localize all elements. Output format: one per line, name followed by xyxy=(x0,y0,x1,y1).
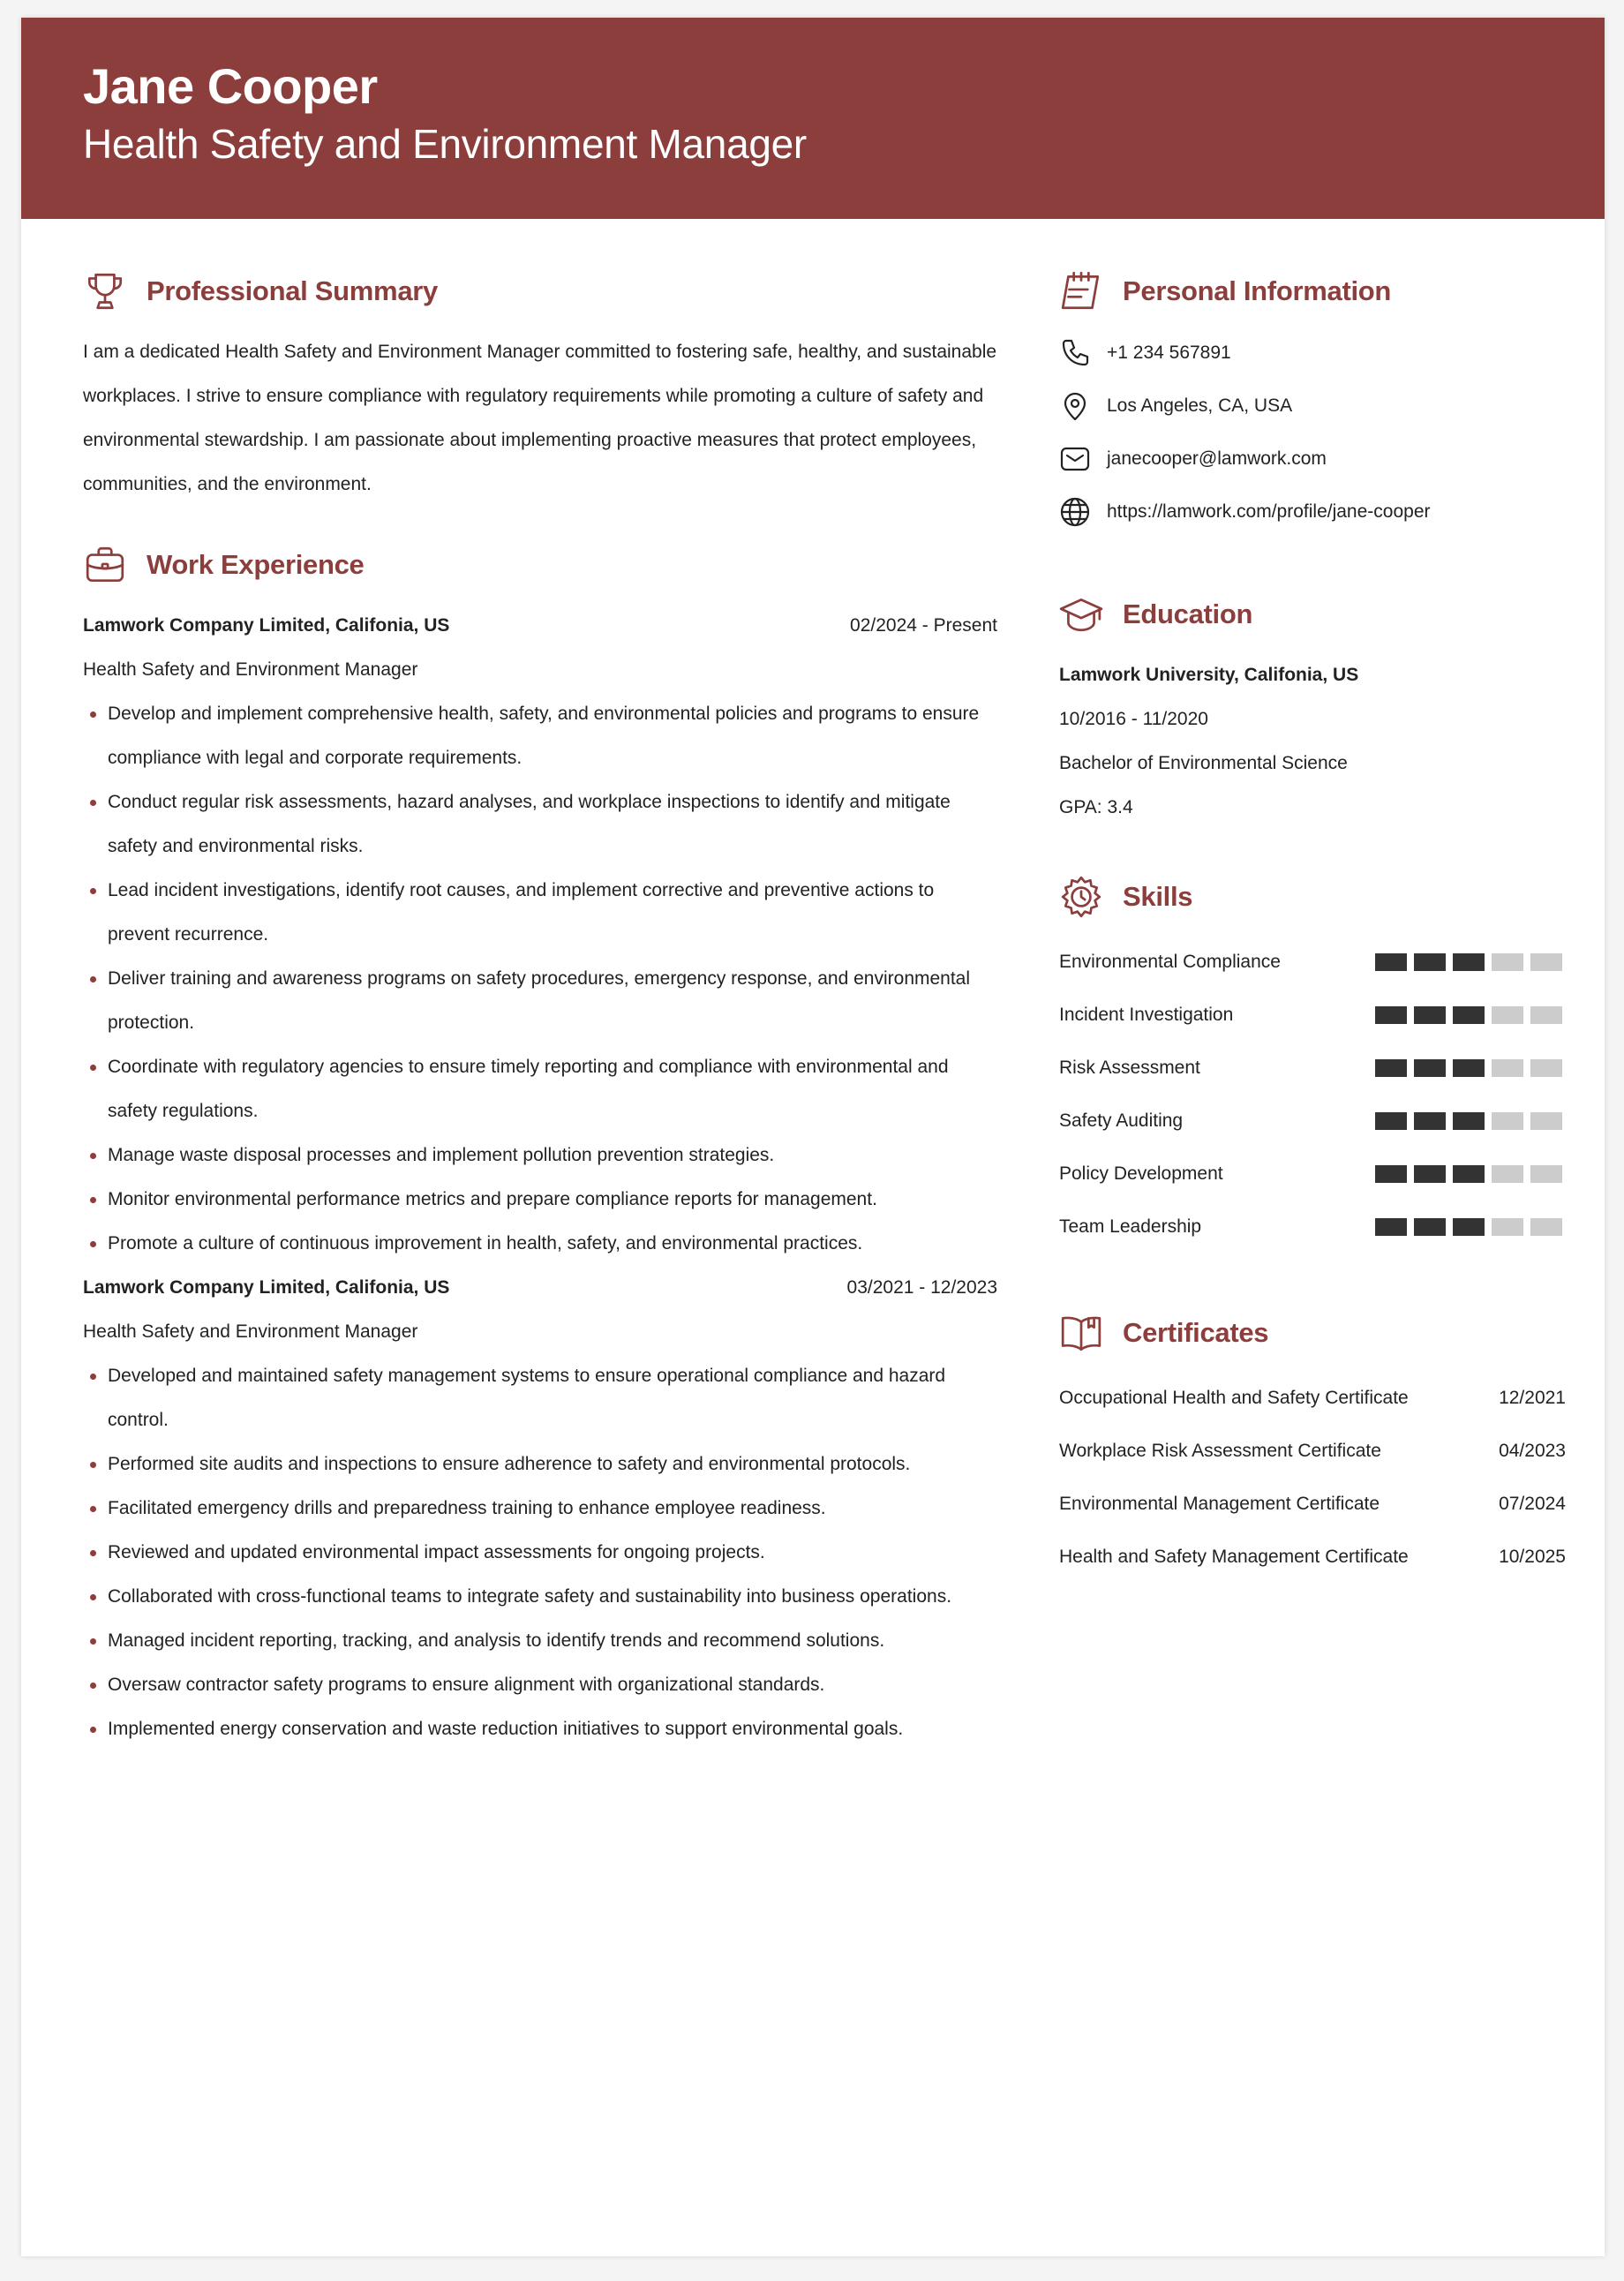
skill-row xyxy=(1059,989,1566,1042)
certificate-date: 04/2023 xyxy=(1499,1441,1566,1461)
skill-bar-empty xyxy=(1530,1165,1562,1183)
work-heading: Work Experience xyxy=(147,549,365,580)
education-heading: Education xyxy=(1123,598,1253,629)
calendar-note-icon xyxy=(1059,269,1103,313)
skill-row xyxy=(1059,1095,1566,1148)
skills-list xyxy=(1059,936,1566,1253)
gear-clock-icon xyxy=(1059,875,1103,919)
job-bullet: Monitor environmental performance metrics and prepare compliance reports for management. xyxy=(108,1178,997,1222)
skill-bar-empty xyxy=(1492,953,1523,971)
job-bullet: Reviewed and updated environmental impact assessments for ongoing projects. xyxy=(108,1531,997,1575)
skill-level-bars xyxy=(1375,1059,1562,1077)
education-section-header xyxy=(1059,588,1566,641)
summary-text: I am a dedicated Health Safety and Environment Manager committed to fostering safe, healthy, and sustainable workplaces. I strive to ensure compliance with regulatory requirements while promoting a culture of safety and environmental stewardship. I am passionate about implementing proactive measures that protect employees, communities, and the environment. xyxy=(83,342,997,494)
skill-name: Risk Assessment xyxy=(1059,1058,1200,1078)
job-bullet: Promote a culture of continuous improvement in health, safety, and environmental practices. xyxy=(108,1222,997,1266)
skill-bar-empty xyxy=(1492,1059,1523,1077)
job-bullet: Conduct regular risk assessments, hazard analyses, and workplace inspections to identify and mitigate safety and environmental risks. xyxy=(108,780,997,869)
certificate-row xyxy=(1059,1425,1566,1478)
personal-section-header xyxy=(1059,265,1566,318)
skill-name: Environmental Compliance xyxy=(1059,952,1281,972)
globe-icon xyxy=(1059,496,1091,528)
job-bullet: Facilitated emergency drills and preparedness training to enhance employee readiness. xyxy=(108,1487,997,1531)
certificate-row xyxy=(1059,1531,1566,1584)
job-bullet: Developed and maintained safety management systems to ensure operational compliance and hazard control. xyxy=(108,1354,997,1442)
skill-bar-filled xyxy=(1375,953,1407,971)
skills-section-header xyxy=(1059,870,1566,923)
skill-level-bars xyxy=(1375,1218,1562,1236)
job-dates: 02/2024 - Present xyxy=(850,615,997,636)
job-bullet: Lead incident investigations, identify root causes, and implement corrective and preventive actions to prevent recurrence. xyxy=(108,869,997,957)
job-bullet: Performed site audits and inspections to ensure adherence to safety and environmental protocols. xyxy=(108,1442,997,1487)
certificate-name: Occupational Health and Safety Certificate xyxy=(1059,1388,1409,1408)
job-header xyxy=(83,1266,997,1310)
skill-bar-filled xyxy=(1414,1218,1446,1236)
skill-bar-empty xyxy=(1530,1059,1562,1077)
job-bullets xyxy=(83,692,997,1266)
work-section-header xyxy=(83,538,997,591)
skill-bar-filled xyxy=(1414,1059,1446,1077)
skill-bar-filled xyxy=(1375,1218,1407,1236)
summary-section-header xyxy=(83,265,997,318)
skill-bar-filled xyxy=(1375,1006,1407,1024)
job-bullets xyxy=(83,1354,997,1751)
graduation-cap-icon xyxy=(1059,592,1103,636)
skill-bar-empty xyxy=(1530,1006,1562,1024)
skill-bar-empty xyxy=(1492,1112,1523,1130)
skills-heading: Skills xyxy=(1123,881,1193,912)
certificate-name: Workplace Risk Assessment Certificate xyxy=(1059,1441,1381,1461)
skill-row xyxy=(1059,1201,1566,1253)
skill-bar-filled xyxy=(1453,1059,1485,1077)
job-bullet: Develop and implement comprehensive health, safety, and environmental policies and programs to ensure compliance with legal and corporate requirements. xyxy=(108,692,997,780)
website-link[interactable]: https://lamwork.com/profile/jane-cooper xyxy=(1107,501,1431,522)
skill-row xyxy=(1059,1148,1566,1201)
certificate-date: 10/2025 xyxy=(1499,1547,1566,1567)
personal-heading: Personal Information xyxy=(1123,275,1392,306)
candidate-title: Health Safety and Environment Manager xyxy=(83,121,807,167)
certificates-section-header xyxy=(1059,1306,1566,1359)
skill-bar-empty xyxy=(1530,1218,1562,1236)
certificates-list xyxy=(1059,1372,1566,1584)
skill-bar-filled xyxy=(1414,953,1446,971)
skill-bar-empty xyxy=(1492,1218,1523,1236)
education-dates: 10/2016 - 11/2020 xyxy=(1059,709,1208,729)
skill-bar-filled xyxy=(1414,1165,1446,1183)
skill-level-bars xyxy=(1375,1165,1562,1183)
job-header xyxy=(83,604,997,648)
phone-row xyxy=(1059,327,1566,380)
skill-bar-filled xyxy=(1414,1006,1446,1024)
skill-bar-filled xyxy=(1375,1112,1407,1130)
job-role: Health Safety and Environment Manager xyxy=(83,659,418,680)
phone-text: +1 234 567891 xyxy=(1107,343,1231,363)
briefcase-icon xyxy=(83,543,127,587)
certificate-name: Environmental Management Certificate xyxy=(1059,1494,1380,1514)
job-bullet: Deliver training and awareness programs on safety procedures, emergency response, and environmental protection. xyxy=(108,957,997,1045)
skill-bar-empty xyxy=(1530,953,1562,971)
education-entry xyxy=(1059,653,1566,830)
location-pin-icon xyxy=(1059,390,1091,422)
job-company: Lamwork Company Limited, Califonia, US xyxy=(83,615,450,636)
skill-bar-filled xyxy=(1453,953,1485,971)
job-bullet: Coordinate with regulatory agencies to ensure timely reporting and compliance with environmental and safety regulations. xyxy=(108,1045,997,1133)
skill-bar-filled xyxy=(1453,1165,1485,1183)
skill-level-bars xyxy=(1375,953,1562,971)
education-gpa: GPA: 3.4 xyxy=(1059,797,1133,817)
skill-name: Team Leadership xyxy=(1059,1216,1202,1237)
personal-info-list xyxy=(1059,327,1566,538)
skill-row xyxy=(1059,936,1566,989)
certificate-date: 12/2021 xyxy=(1499,1388,1566,1408)
education-degree: Bachelor of Environmental Science xyxy=(1059,753,1348,773)
skill-bar-filled xyxy=(1375,1165,1407,1183)
open-book-icon xyxy=(1059,1311,1103,1355)
certificate-date: 07/2024 xyxy=(1499,1494,1566,1514)
skill-level-bars xyxy=(1375,1112,1562,1130)
left-column xyxy=(83,265,997,1751)
job-role: Health Safety and Environment Manager xyxy=(83,1321,418,1342)
job-bullet: Implemented energy conservation and waste reduction initiatives to support environmental goals. xyxy=(108,1707,997,1751)
resume-page xyxy=(21,18,1605,2256)
job-entry xyxy=(83,1266,997,1751)
skill-bar-filled xyxy=(1453,1218,1485,1236)
right-column xyxy=(1059,265,1566,1584)
skill-name: Policy Development xyxy=(1059,1163,1223,1184)
website-row xyxy=(1059,486,1566,538)
job-company: Lamwork Company Limited, Califonia, US xyxy=(83,1277,450,1298)
location-row xyxy=(1059,380,1566,433)
skill-name: Incident Investigation xyxy=(1059,1005,1234,1025)
candidate-name: Jane Cooper xyxy=(83,58,378,114)
location-text: Los Angeles, CA, USA xyxy=(1107,395,1293,416)
resume-header xyxy=(21,18,1605,219)
phone-icon xyxy=(1059,337,1091,369)
certificate-name: Health and Safety Management Certificate xyxy=(1059,1547,1409,1567)
skill-row xyxy=(1059,1042,1566,1095)
skill-bar-filled xyxy=(1453,1112,1485,1130)
mail-icon xyxy=(1059,443,1091,475)
skill-name: Safety Auditing xyxy=(1059,1110,1184,1131)
skill-bar-filled xyxy=(1414,1112,1446,1130)
email-row xyxy=(1059,433,1566,486)
certificates-heading: Certificates xyxy=(1123,1317,1269,1348)
trophy-icon xyxy=(83,269,127,313)
skill-bar-filled xyxy=(1453,1006,1485,1024)
skill-bar-empty xyxy=(1530,1112,1562,1130)
job-bullet: Oversaw contractor safety programs to ensure alignment with organizational standards. xyxy=(108,1663,997,1707)
certificate-row xyxy=(1059,1478,1566,1531)
skill-level-bars xyxy=(1375,1006,1562,1024)
skill-bar-filled xyxy=(1375,1059,1407,1077)
job-dates: 03/2021 - 12/2023 xyxy=(846,1277,997,1298)
job-bullet: Collaborated with cross-functional teams to integrate safety and sustainability into business operations. xyxy=(108,1575,997,1619)
skill-bar-empty xyxy=(1492,1165,1523,1183)
job-bullet: Manage waste disposal processes and implement pollution prevention strategies. xyxy=(108,1133,997,1178)
education-school: Lamwork University, Califonia, US xyxy=(1059,665,1359,685)
summary-heading: Professional Summary xyxy=(147,275,438,306)
certificate-row xyxy=(1059,1372,1566,1425)
email-text[interactable]: janecooper@lamwork.com xyxy=(1107,448,1327,469)
skill-bar-empty xyxy=(1492,1006,1523,1024)
job-bullet: Managed incident reporting, tracking, and analysis to identify trends and recommend solutions. xyxy=(108,1619,997,1663)
job-entry xyxy=(83,604,997,1266)
